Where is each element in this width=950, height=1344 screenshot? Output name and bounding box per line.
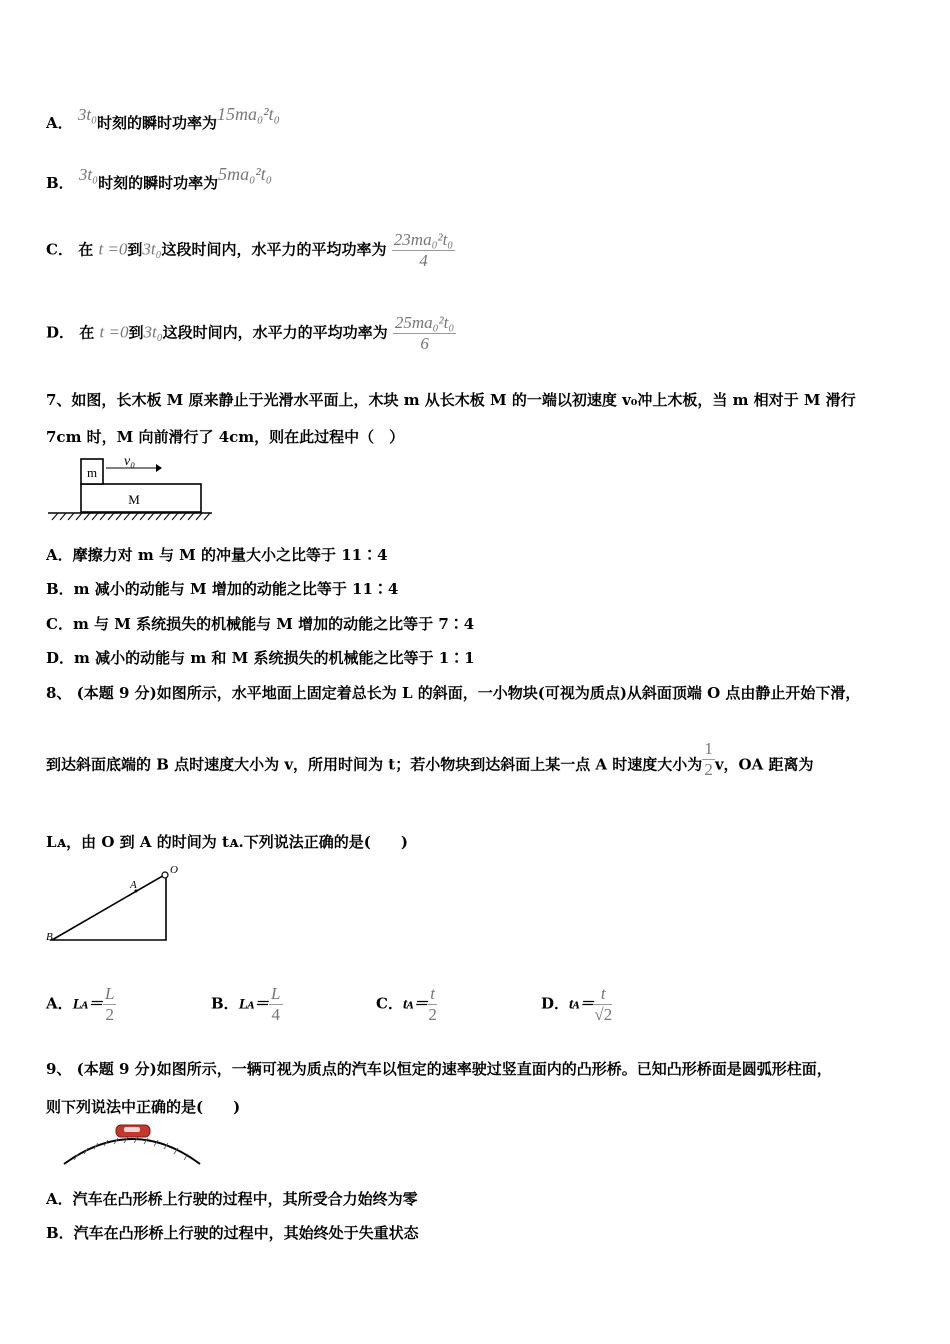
fraction-numerator: L [104,984,115,1003]
math-expr: 3t₀ [142,239,162,259]
fraction [269,984,282,1025]
option-var: tᴀ＝ [569,996,595,1013]
fraction-numerator: 23ma₀²t₀ [393,230,454,249]
label-a: A [130,879,137,891]
option-text: 在 [79,323,95,342]
option-text: 时刻的瞬时功率为 [98,174,219,192]
math-expr: 3t₀ [77,105,98,124]
q8-option-a [46,984,116,1025]
q8-stem-line1: 8、 (本题 9 分)如图所示，水平地面上固定着总长为 L 的斜面，一小物块(可视为质点)从斜面顶端 O 点由静止开始下滑， [46,684,861,702]
q6-option-b [46,164,272,193]
fraction-denominator: 2 [428,1005,437,1024]
q7-option-a: A．摩擦力对 m 与 M 的冲量大小之比等于 11∶4 [46,546,388,564]
fraction [103,984,116,1025]
incline-triangle [52,874,166,940]
fraction-denominator: 6 [420,334,429,353]
ground-hatch [52,513,210,520]
q8-stem-line2 [46,739,814,786]
q7-option-d: D．m 减小的动能与 m 和 M 系统损失的机械能之比等于 1∶1 [46,649,475,667]
fraction-numerator: 25ma₀²t₀ [394,313,455,332]
option-label: C． [376,994,403,1013]
q7-stem-line2: 7cm 时，M 向前滑行了 4cm，则在此过程中（ ） [46,428,405,446]
option-var: Lᴀ＝ [238,996,270,1013]
label-o: O [170,864,178,876]
fraction-denominator: 4 [419,251,428,270]
bridge-arc [64,1139,200,1164]
math-expr: t =0 [98,239,128,259]
q7-option-b: B．m 减小的动能与 M 增加的动能之比等于 11∶4 [46,580,399,598]
fraction [392,230,455,271]
fraction-denominator: 4 [271,1005,281,1024]
car-window [124,1127,140,1132]
q7-option-c: C．m 与 M 系统损失的机械能与 M 增加的动能之比等于 7∶4 [46,615,475,633]
fraction [594,984,612,1025]
q7-figure [44,456,214,524]
option-label: D． [541,994,570,1013]
option-text: 时刻的瞬时功率为 [97,114,218,132]
q8-stem-text: 到达斜面底端的 B 点时速度大小为 v，所用时间为 t；若小物块到达斜面上某一点 A 时速度大小为 [46,755,703,774]
fraction-numerator: 1 [704,739,713,758]
option-label: B． [211,994,239,1013]
fraction-denominator: √2 [594,1005,613,1024]
fraction-numerator: t [594,984,612,1005]
option-var: Lᴀ＝ [72,996,103,1013]
q9-option-a: A．汽车在凸形桥上行驶的过程中，其所受合力始终为零 [46,1190,418,1208]
option-text: 到 [128,323,144,342]
q6-option-d [46,313,456,354]
option-text: 这段时间内，水平力的平均功率为 [162,323,388,342]
q8-stem-text: v，OA 距离为 [714,755,814,774]
label-b: B [46,931,53,943]
velocity-label: v₀ [124,456,136,469]
q8-option-c [376,984,437,1025]
option-label: A． [46,114,73,132]
option-text: 到 [127,240,143,259]
q6-option-c [46,230,455,271]
option-text: 在 [78,240,94,259]
q8-figure [44,862,194,946]
math-expr: 15ma₀²t₀ [217,104,280,124]
fraction [702,739,715,780]
fraction-denominator: 2 [105,1005,114,1024]
block-m-label: m [86,465,98,480]
math-expr: t =0 [99,322,129,342]
velocity-arrowhead [156,464,162,472]
math-expr: 3t₀ [78,165,99,184]
option-label: C． [46,240,73,259]
q9-figure [58,1122,208,1170]
q9-stem-line2: 则下列说法中正确的是( ) [46,1098,241,1116]
board-M [81,484,201,512]
q8-stem-line3: Lᴀ，由 O 到 A 的时间为 tᴀ.下列说法正确的是( ) [46,833,408,851]
option-text: 这段时间内，水平力的平均功率为 [161,240,387,259]
q8-option-b [211,984,283,1025]
q7-stem-line1: 7、如图，长木板 M 原来静止于光滑水平面上，木块 m 从长木板 M 的一端以初速度 v₀冲上木板，当 m 相对于 M 滑行 [46,391,856,409]
q9-stem-line1: 9、 (本题 9 分)如图所示，一辆可视为质点的汽车以恒定的速率驶过竖直面内的凸形桥。已知凸形桥面是圆弧形柱面， [46,1060,832,1078]
fraction-denominator: 2 [704,760,713,779]
fraction-numerator: L [271,984,281,1003]
fraction-numerator: t [430,984,436,1003]
block-dot [162,872,168,878]
option-label: A． [46,994,73,1013]
option-label: B． [46,174,74,192]
math-expr: 5ma₀²t₀ [218,164,272,184]
fraction [428,984,437,1025]
q8-option-d [541,984,612,1025]
math-expr: 3t₀ [143,322,163,342]
q6-option-a [46,104,280,133]
q9-option-b: B．汽车在凸形桥上行驶的过程中，其始终处于失重状态 [46,1224,419,1242]
option-label: D． [46,323,75,342]
board-M-label: M [128,492,140,507]
fraction [393,313,456,354]
option-var: tᴀ＝ [402,996,429,1013]
